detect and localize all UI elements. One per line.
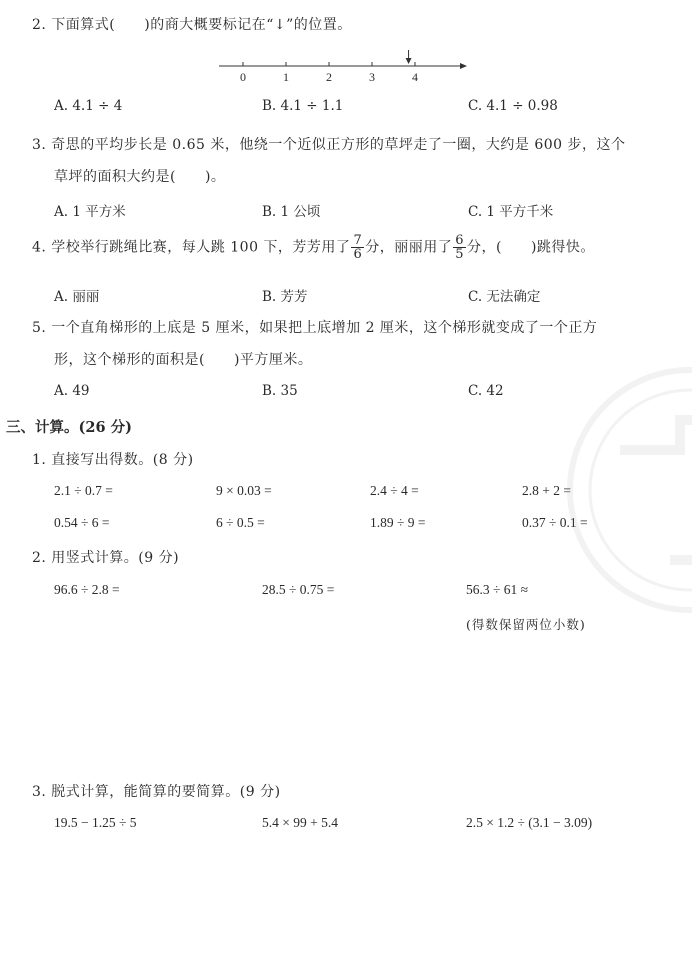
fraction-denominator: 6 — [353, 247, 363, 262]
fraction-denominator: 5 — [455, 247, 464, 262]
number-line-tick-label: 4 — [412, 70, 418, 84]
vertical-calc-item: 96.6 ÷ 2.8 = — [54, 582, 120, 597]
section-3-part-1-title: 1. 直接写出得数。(8 分) — [32, 452, 194, 468]
mental-calc-item: 2.4 ÷ 4 = — [370, 483, 419, 498]
mental-calc-item: 6 ÷ 0.5 = — [216, 515, 265, 530]
q5-option-c[interactable]: C. 42 — [468, 383, 504, 399]
section-3-part-3-title: 3. 脱式计算，能简算的要简算。(9 分) — [32, 784, 281, 800]
q3-option-b[interactable]: B. 1 公顷 — [262, 204, 321, 220]
step-calc-item: 2.5 × 1.2 ÷ (3.1 − 3.09) — [466, 815, 593, 830]
q4-stem — [32, 234, 595, 261]
number-line-tick-label: 1 — [283, 70, 289, 84]
section-3-title: 三、计算。(26 分) — [6, 419, 132, 436]
vertical-calc-item: 28.5 ÷ 0.75 = — [262, 582, 335, 597]
number-line-tick-label: 0 — [240, 70, 246, 84]
q4-stem-part2: 分，丽丽用了 — [365, 239, 453, 256]
q4-option-a[interactable]: A. 丽丽 — [54, 289, 100, 305]
position-marker-arrowhead — [406, 58, 412, 64]
mental-calc-item: 9 × 0.03 = — [216, 483, 272, 498]
mental-calc-item: 2.1 ÷ 0.7 = — [54, 483, 113, 498]
q4-option-c[interactable]: C. 无法确定 — [468, 289, 541, 305]
rounding-note: (得数保留两位小数) — [466, 617, 586, 632]
q4-fraction-lili — [453, 234, 466, 261]
step-calc-item: 5.4 × 99 + 5.4 — [262, 815, 338, 830]
q4-stem-part3: 分，( )跳得快。 — [467, 239, 595, 256]
watermark-stamp — [560, 360, 692, 620]
q3-stem-line2: 草坪的面积大约是( )。 — [54, 169, 226, 185]
fraction-numerator: 7 — [353, 233, 363, 248]
vertical-calc-item: 56.3 ÷ 61 ≈ — [466, 582, 529, 597]
q4-option-b[interactable]: B. 芳芳 — [262, 289, 308, 305]
number-line — [215, 48, 475, 88]
mental-calc-item: 0.37 ÷ 0.1 = — [522, 515, 588, 530]
q3-option-c[interactable]: C. 1 平方千米 — [468, 204, 554, 220]
number-line-tick-label: 2 — [326, 70, 332, 84]
q2-stem: 2. 下面算式( )的商大概要标记在“↓”的位置。 — [32, 17, 352, 33]
q5-option-b[interactable]: B. 35 — [262, 383, 298, 399]
mental-calc-item: 0.54 ÷ 6 = — [54, 515, 110, 530]
q2-option-c[interactable]: C. 4.1 ÷ 0.98 — [468, 98, 558, 114]
q3-stem-line1: 3. 奇思的平均步长是 0.65 米，他绕一个近似正方形的草坪走了一圈，大约是 600 步，这个 — [32, 137, 626, 153]
step-calc-item: 19.5 − 1.25 ÷ 5 — [54, 815, 137, 830]
q5-option-a[interactable]: A. 49 — [54, 383, 90, 399]
number-line-arrowhead — [460, 63, 467, 69]
q5-stem-line1: 5. 一个直角梯形的上底是 5 厘米，如果把上底增加 2 厘米，这个梯形就变成了一个正方 — [32, 320, 598, 336]
q4-fraction-fangfang — [351, 234, 364, 261]
number-line-tick-label: 3 — [369, 70, 375, 84]
mental-calc-item: 1.89 ÷ 9 = — [370, 515, 426, 530]
q5-stem-line2: 形，这个梯形的面积是( )平方厘米。 — [54, 352, 313, 368]
fraction-numerator: 6 — [455, 233, 464, 248]
q2-option-a[interactable]: A. 4.1 ÷ 4 — [54, 98, 123, 114]
mental-calc-item: 2.8 + 2 = — [522, 483, 571, 498]
q3-option-a[interactable]: A. 1 平方米 — [54, 204, 126, 220]
q4-stem-part1: 4. 学校举行跳绳比赛，每人跳 100 下，芳芳用了 — [32, 239, 351, 256]
section-3-part-2-title: 2. 用竖式计算。(9 分) — [32, 550, 180, 566]
q2-option-b[interactable]: B. 4.1 ÷ 1.1 — [262, 98, 344, 114]
